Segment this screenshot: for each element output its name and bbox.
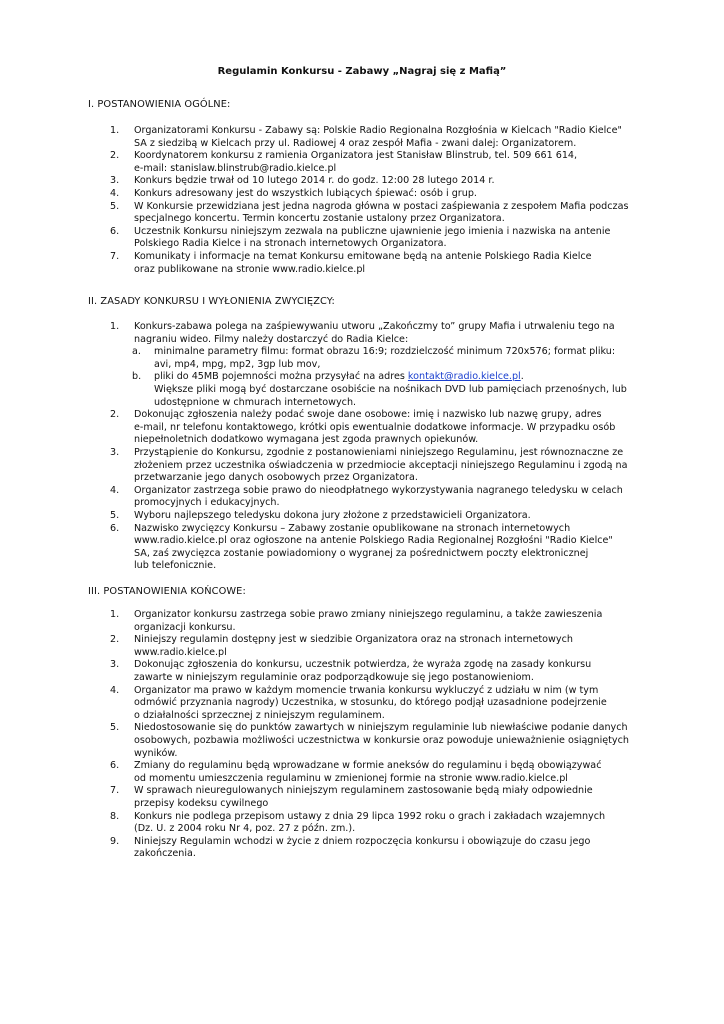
list-item: 6. Nazwisko zwycięzcy Konkursu – Zabawy zostanie opublikowane na stronach internetowych www.radio.kielce.pl oraz ogłoszone na antenie Polskiego Radia Regionalnej Rozgłośni "Radio Kielce" SA, zaś zwycięzca zostanie powiadomiony o wygranej za pośrednictwem poczty elektronicznej lub telefonicznie. (110, 522, 613, 572)
list-item: 3. Konkurs będzie trwał od 10 lutego 2014 r. do godz. 12:00 28 lutego 2014 r. (110, 175, 495, 187)
email-link[interactable]: kontakt@radio.kielce.pl (407, 371, 521, 383)
list-item: 2. Niniejszy regulamin dostępny jest w siedzibie Organizatora oraz na stronach internetowych www.radio.kielce.pl (110, 634, 573, 658)
list-item: 9. Niniejszy Regulamin wchodzi w życie z dniem rozpoczęcia konkursu i obowiązuje do czasu jego zakończenia. (110, 835, 591, 860)
section-heading-rules: II. ZASADY KONKURSU I WYŁONIENIA ZWYCIĘZCY: (88, 296, 335, 307)
list-item: 7. W sprawach nieuregulowanych niniejszym regulaminem zastosowanie będą miały odpowiednie przepisy kodeksu cywilnego (110, 785, 593, 809)
list-item: 1. Konkurs-zabawa polega na zaśpiewywaniu utworu „Zakończmy to” grupy Mafia i utrwaleniu tego na nagraniu wideo. Filmy należy dostarczyć do Radia Kielce: a. minimalne parametry filmu: format obrazu 16:9; rozdzielczość minimum 720x576; format pliku: avi, mp4, mpg, mp2, 3gp lub mov, b. pliki do 45MB pojemności można przysyłać na adres kontakt@radio.kielce.pl. Większe pliki mogą być dostarczane osobiście na nośnikach DVD lub pamięciach przenośnych, lub udostępnione w chmurach internetowych. (134, 321, 634, 409)
sub-list-item: a. minimalne parametry filmu: format obrazu 16:9; rozdzielczość minimum 720x576; format pliku: avi, mp4, mpg, mp2, 3gp lub mov, (132, 346, 616, 370)
list-item: 4. Konkurs adresowany jest do wszystkich lubiących śpiewać: osób i grup. (110, 187, 477, 199)
sub-list (134, 346, 634, 409)
list-item: 5. Wyboru najlepszego teledysku dokona jury złożone z przedstawicieli Organizatora. (110, 509, 531, 521)
section-heading-final: III. POSTANOWIENIA KOŃCOWE: (88, 586, 246, 597)
list-item: 8. Konkurs nie podlega przepisom ustawy z dnia 29 lipca 1992 roku o grach i zakładach wzajemnych (Dz. U. z 2004 roku Nr 4, poz. 27 z późn. zm.). (110, 810, 606, 835)
list-item: 4. Organizator zastrzega sobie prawo do nieodpłatnego wykorzystywania nagranego teledysku w celach promocyjnych i edukacyjnych. (110, 484, 623, 509)
list-item: 7. Komunikaty i informacje na temat Konkursu emitowane będą na antenie Polskiego Radia Kielce oraz publikowane na stronie www.radio.kielce.pl (110, 250, 592, 275)
section-heading-general: I. POSTANOWIENIA OGÓLNE: (88, 99, 231, 110)
list-item: 2. Dokonując zgłoszenia należy podać swoje dane osobowe: imię i nazwisko lub nazwę grupy, adres e-mail, nr telefonu kontaktowego, krótki opis ewentualnie dodatkowe informacje. W przypadku osób niepełnoletnich dodatkowo wymagana jest zgoda prawnych opiekunów. (110, 409, 616, 446)
document-title: Regulamin Konkursu - Zabawy „Nagraj się z Mafią” (217, 66, 507, 77)
list-item: 2. Koordynatorem konkursu z ramienia Organizatora jest Stanisław Blinstrub, tel. 509 661 614, e-mail: stanislaw.blinstrub@radio.kielce.pl (110, 150, 578, 174)
list-item: 6. Uczestnik Konkursu niniejszym zezwala na publiczne ujawnienie jego imienia i nazwiska na antenie Polskiego Radia Kielce i na stronach internetowych Organizatora. (110, 225, 611, 250)
section-list-general (110, 125, 634, 276)
list-item: 4. Organizator ma prawo w każdym momencie trwania konkursu wykluczyć z udziału w nim (w tym odmówić przyznania nagrody) Uczestnika, w stosunku, do którego podjął uzasadnione podejrzenie o działalności sprzecznej z niniejszym regulaminem. (110, 684, 607, 721)
list-item: 3. Dokonując zgłoszenia do konkursu, uczestnik potwierdza, że wyraża zgodę na zasady konkursu zawarte w niniejszym regulaminie oraz podporządkowuje się jego postanowieniom. (110, 659, 592, 683)
list-item: 5. Niedostosowanie się do punktów zawartych w niniejszym regulaminie lub niewłaściwe podanie danych osobowych, pozbawia możliwości uczestnictwa w konkursie oraz powoduje unieważnienie osiągniętych wyników. (110, 722, 629, 759)
list-item: 1. Organizator konkursu zastrzega sobie prawo zmiany niniejszego regulaminu, a także zawieszenia organizacji konkursu. (110, 609, 603, 633)
section-list-rules (110, 321, 634, 573)
list-item: 3. Przystąpienie do Konkursu, zgodnie z postanowieniami niniejszego Regulaminu, jest równoznaczne ze złożeniem przez uczestnika oświadczenia w przedmiocie akceptacji niniejszego Regulaminu i zgodą na przetwarzanie jego danych osobowych przez Organizatora. (110, 446, 628, 484)
list-item: 1. Organizatorami Konkursu - Zabawy są: Polskie Radio Regionalna Rozgłośnia w Kielcach "Radio Kielce" SA z siedzibą w Kielcach przy ul. Radiowej 4 oraz zespół Mafia - zwani dalej: Organizatorem. (110, 125, 622, 149)
list-item: 6. Zmiany do regulaminu będą wprowadzane w formie aneksów do regulaminu i będą obowiązywać od momentu umieszczenia regulaminu w zmienionej formie na stronie www.radio.kielce.pl (110, 760, 602, 784)
section-list-final (110, 609, 634, 861)
sub-list-item: b. pliki do 45MB pojemności można przysyłać na adres kontakt@radio.kielce.pl. Większe pliki mogą być dostarczane osobiście na nośnikach DVD lub pamięciach przenośnych, lub udostępnione w chmurach internetowych. (132, 371, 627, 408)
list-item: 5. W Konkursie przewidziana jest jedna nagroda główna w postaci zaśpiewania z zespołem Mafia podczas specjalnego koncertu. Termin koncertu zostanie ustalony przez Organizatora. (110, 200, 629, 225)
